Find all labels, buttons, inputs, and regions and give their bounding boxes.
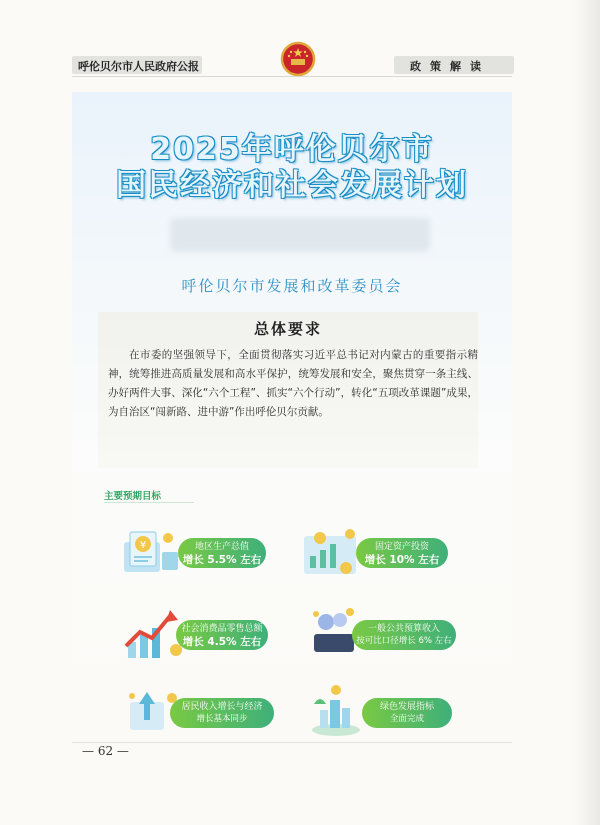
issuing-agency: 呼伦贝尔市发展和改革委员会 [181, 277, 403, 295]
target-card-investment-text [356, 541, 448, 567]
target-card-budget-text [352, 623, 456, 647]
target-card-income-text [170, 701, 274, 725]
target-green-value: 全面完成 [389, 714, 424, 724]
page-number: — 62 — [82, 744, 129, 758]
targets-label: 主要预期目标 [104, 491, 162, 502]
target-income-value: 增长基本同步 [196, 714, 248, 724]
title-line-1: 2025年呼伦贝尔市 [150, 132, 434, 167]
national-emblem-icon [279, 40, 317, 78]
target-gdp-value: 增长 5.5% 左右 [182, 554, 262, 566]
decorative-blur-band [170, 218, 430, 252]
bottom-divider [72, 742, 512, 743]
column-name: 政策解读 [410, 60, 490, 73]
target-income-label: 居民收入增长与经济 [181, 702, 263, 712]
target-green-label: 绿色发展指标 [379, 702, 434, 712]
header-divider [72, 76, 512, 77]
requirements-body: 在市委的坚强领导下，全面贯彻落实习近平总书记对内蒙古的重要指示精神，统筹推进高质量发展和高水平保护，统筹发展和安全，聚焦贯穿一条主线、办好两件大事、深化“六个工程”、抓实“六个行动”，转化“五项改革课题”成果，为自治区“闯新路、进中游”作出呼伦贝尔贡献。 [108, 349, 478, 418]
target-card-gdp-text [178, 541, 266, 567]
coin-document-icon [118, 522, 186, 580]
requirements-title: 总体要求 [253, 320, 322, 338]
svg-text:¥: ¥ [139, 540, 147, 551]
targets-underline [104, 502, 194, 503]
target-budget-value: 按可比口径增长 6% 左右 [356, 636, 452, 646]
publication-header [72, 56, 202, 74]
target-gdp-label: 地区生产总值 [194, 542, 249, 552]
target-budget-label: 一般公共预算收入 [367, 624, 440, 634]
target-investment-value: 增长 10% 左右 [364, 554, 440, 566]
target-retail-label: 社会消费品零售总额 [181, 624, 263, 634]
target-card-retail-text [176, 623, 268, 649]
green-development-icon [306, 680, 366, 740]
page-edge-shadow [574, 0, 600, 825]
column-header [394, 56, 514, 74]
publication-name: 呼伦贝尔市人民政府公报 [78, 60, 199, 73]
target-investment-label: 固定资产投资 [374, 542, 429, 552]
target-card-green-text [362, 701, 452, 725]
target-retail-value: 增长 4.5% 左右 [182, 636, 262, 648]
title-line-2: 国民经济和社会发展计划 [116, 168, 468, 203]
